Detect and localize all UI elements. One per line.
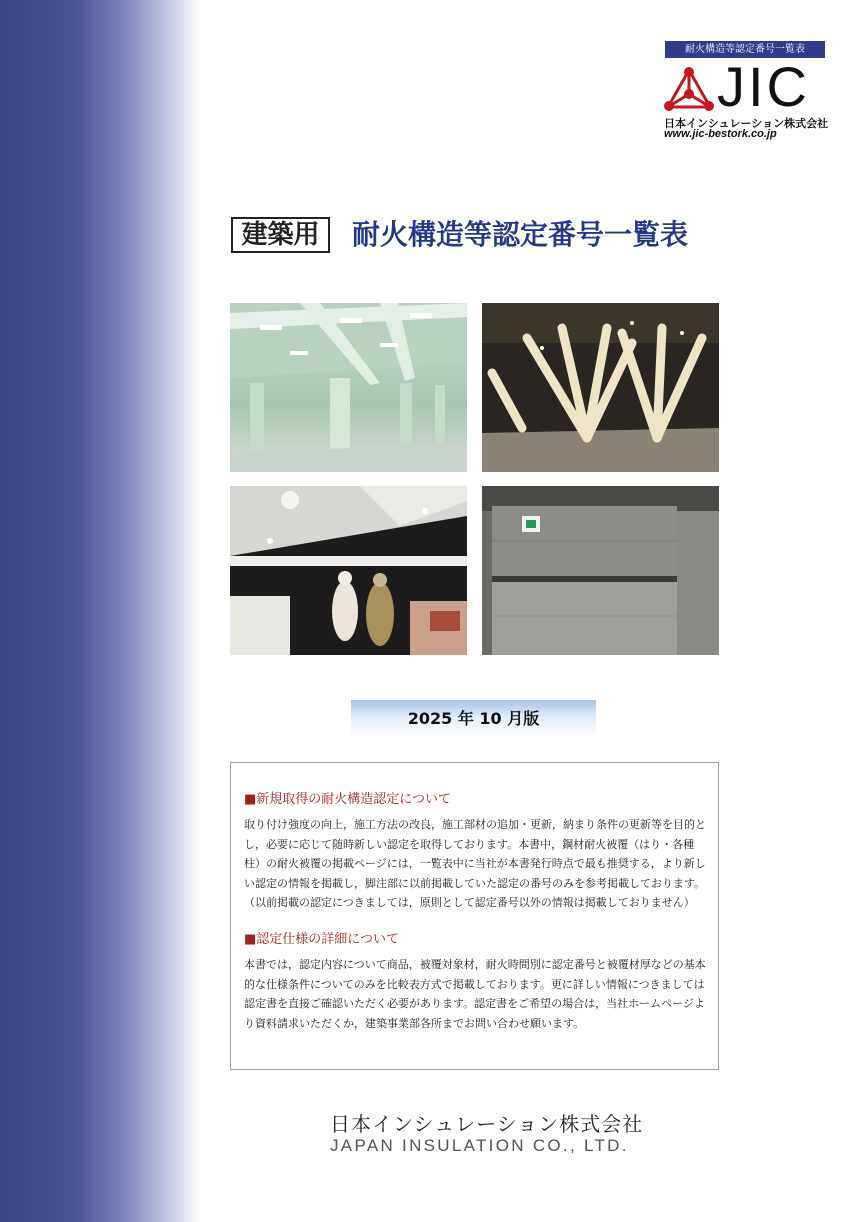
- bullet-square-icon: ■: [244, 792, 257, 807]
- category-label: 建築用: [231, 217, 330, 253]
- logo-wordmark: JIC: [717, 55, 810, 118]
- section-heading-spec-details: [244, 931, 706, 949]
- section2-heading-text: 認定仕様の詳細について: [256, 931, 400, 947]
- section-body-spec-details: 本書では，認定内容について商品，被覆対象材，耐火時間別に認定番号と被覆材厚などの基本的な仕様条件についてのみを比較表方式で掲載しております。更に詳しい情報につきましては認定書を直接ご確認いただく必要があります。認定書をご希望の場合は，当社ホームページより資料請求いただくか，建築事業部各所までお問い合わせ願います。: [244, 957, 706, 1030]
- section-body-new-certification: 取り付け強度の向上，施工方法の改良，施工部材の追加・更新，納まり条件の更新等を目的とし，必要に応じて随時新しい認定を取得しております。本書中，鋼材耐火被覆（はり・各種柱）の耐火被覆の掲載ページには，一覧表中に当社が本書発行時点で最も推奨する，より新しい認定の情報を掲載し，脚注部に以前掲載していた認定の番号のみを参考掲載しております。（以前掲載の認定につきましては，原則として認定番号以外の情報は掲載しておりません）: [244, 818, 706, 910]
- section-heading-new-certification: [244, 791, 706, 809]
- notice-box: [230, 762, 719, 1070]
- section1-heading-text: 新規取得の耐火構造認定について: [256, 792, 452, 807]
- bullet-square-icon: ■: [244, 931, 257, 947]
- warehouse-interior-photo: [230, 303, 467, 472]
- page-title: 耐火構造等認定番号一覧表: [352, 218, 689, 251]
- logo-company-name: 日本インシュレーション株式会社: [664, 117, 829, 130]
- website-url: www.jic-bestork.co.jp: [664, 128, 777, 140]
- tree-columns-hall-photo: [482, 303, 719, 472]
- fireproofed-column-photo: [482, 486, 719, 655]
- footer-company-en: JAPAN INSULATION CO., LTD.: [330, 1136, 629, 1155]
- catalog-badge: 耐火構造等認定番号一覧表: [665, 41, 825, 58]
- side-gradient-band: [0, 0, 200, 1222]
- retail-store-photo: [230, 486, 467, 655]
- footer-company-jp: 日本インシュレーション株式会社: [330, 1112, 644, 1136]
- edition-label: 2025 年 10 月版: [351, 700, 596, 738]
- jic-logo-icon: [664, 66, 714, 112]
